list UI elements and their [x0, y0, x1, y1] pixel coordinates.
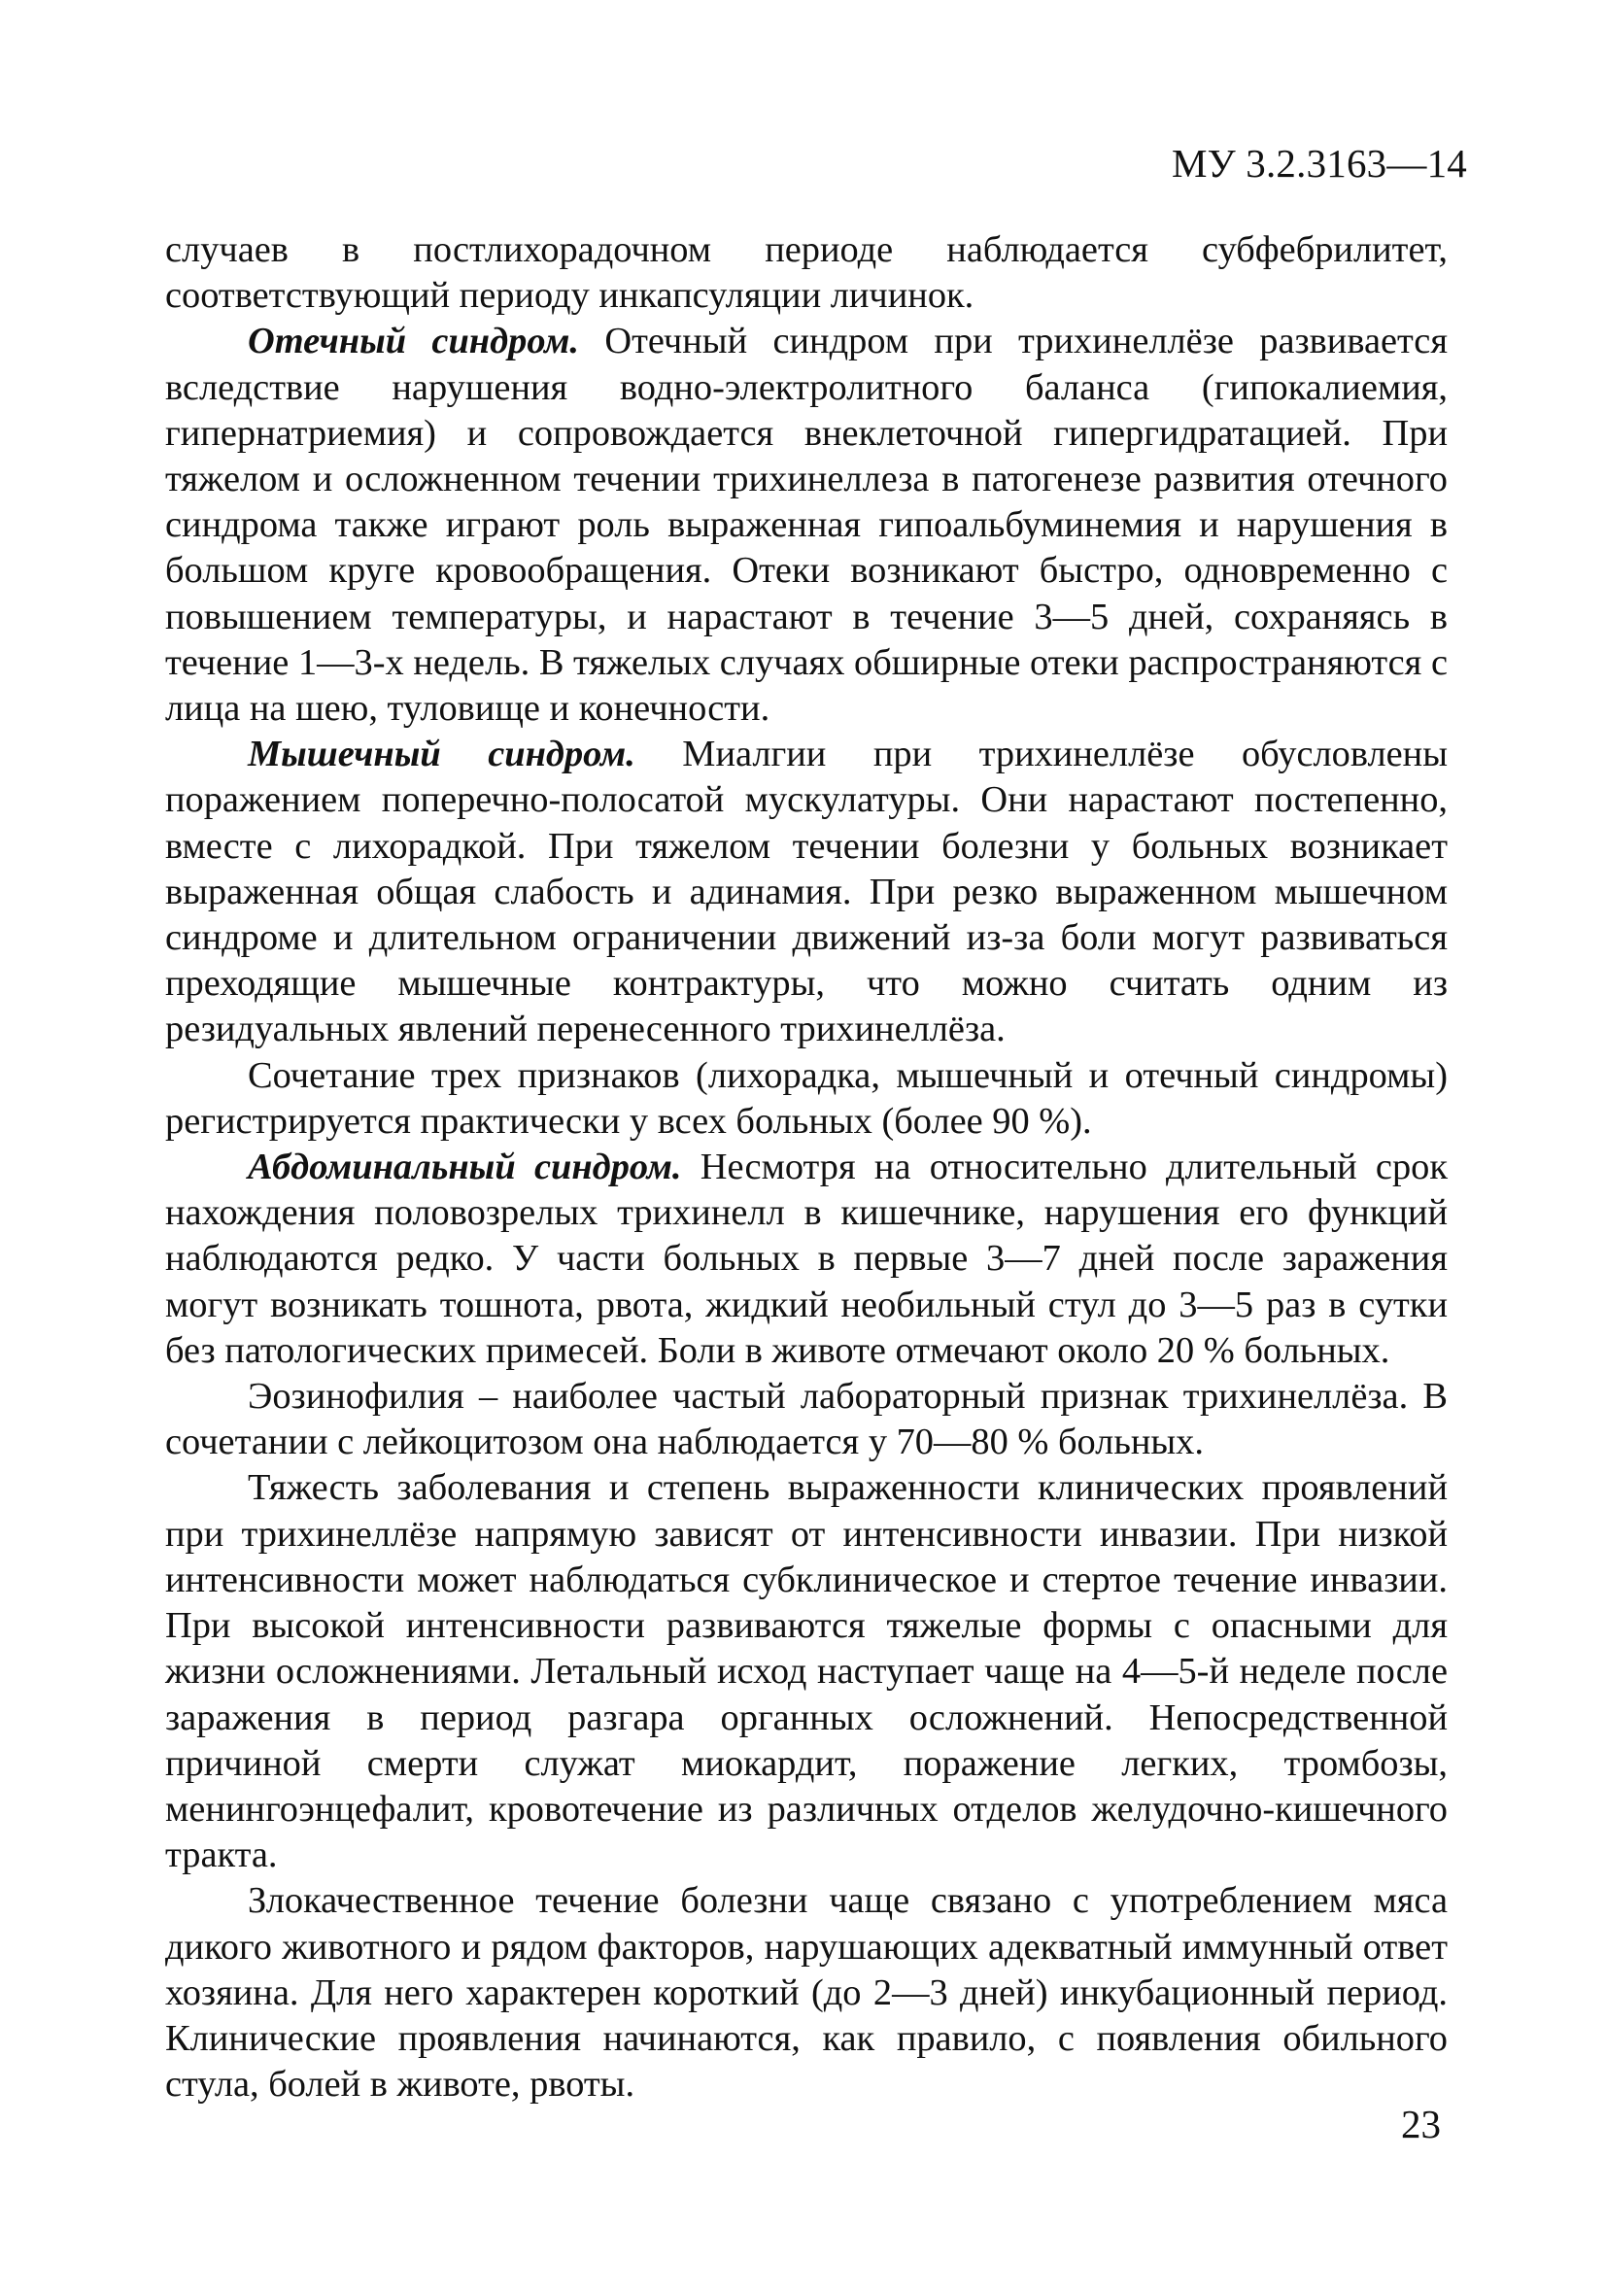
paragraph-heading: Абдоминальный синдром.	[248, 1147, 682, 1188]
paragraph-continuation	[165, 227, 1448, 319]
paragraph-abdominal-syndrome	[165, 1145, 1448, 1374]
paragraph-severity	[165, 1465, 1448, 1878]
paragraph-text: Сочетание трех признаков (лихорадка, мышечный и отечный синдромы) регистрируется практически у всех больных (более 90 %).	[165, 1054, 1448, 1142]
paragraph-text: Злокачественное течение болезни чаще связано с употреблением мяса дикого животного и рядом факторов, нарушающих адекватный иммунный ответ хозяина. Для него характерен короткий (до 2—3 дней) инкубационный период. Клинические проявления начинаются, как правило, с появления обильного стула, болей в животе, рвоты.	[165, 1880, 1448, 2106]
paragraph-muscle-syndrome	[165, 732, 1448, 1052]
paragraph-text: Отечный синдром при трихинеллёзе развивается вследствие нарушения водно-электролитного баланса (гипокалиемия, гипернатриемия) и сопровождается внеклеточной гипергидратацией. При тяжелом и осложненном течении трихинеллеза в патогенезе развития отечного синдрома также играют роль выраженная гипоальбуминемия и нарушения в большом круге кровообращения. Отеки возникают быстро, одновременно с повышением температуры, и нарастают в течение 3—5 дней, сохраняясь в течение 1—3-х недель. В тяжелых случаях обширные отеки распространяются с лица на шею, туловище и конечности.	[165, 321, 1448, 730]
paragraph-edema-syndrome	[165, 319, 1448, 732]
paragraph-heading: Отечный синдром.	[248, 321, 579, 362]
paragraph-heading: Мышечный синдром.	[248, 734, 635, 775]
paragraph-eosinophilia	[165, 1374, 1448, 1465]
body-text	[165, 227, 1448, 2108]
page-number: 23	[1401, 2102, 1441, 2146]
paragraph-three-signs	[165, 1053, 1448, 1145]
document-code-header: МУ 3.2.3163—14	[1171, 141, 1467, 186]
paragraph-text: Эозинофилия – наиболее частый лабораторный признак трихинеллёза. В сочетании с лейкоцитозом она наблюдается у 70—80 % больных.	[165, 1376, 1448, 1463]
paragraph-text: Тяжесть заболевания и степень выраженности клинических проявлений при трихинеллёзе напрямую зависят от интенсивности инвазии. При низкой интенсивности может наблюдаться субклиническое и стертое течение инвазии. При высокой интенсивности развиваются тяжелые формы с опасными для жизни осложнениями. Летальный исход наступает чаще на 4—5-й неделе после заражения в период разгара органных осложнений. Непосредственной причиной смерти служат миокардит, поражение легких, тромбозы, менингоэнцефалит, кровотечение из различных отделов желудочно-кишечного тракта.	[165, 1467, 1448, 1876]
paragraph-malignant-course	[165, 1878, 1448, 2108]
paragraph-text: случаев в постлихорадочном периоде наблюдается субфебрилитет, соответствующий периоду инкапсуляции личинок.	[165, 229, 1448, 317]
paragraph-text: Миалгии при трихинеллёзе обусловлены поражением поперечно-полосатой мускулатуры. Они нарастают постепенно, вместе с лихорадкой. При тяжелом течении болезни у больных возникает выраженная общая слабость и адинамия. При резко выраженном мышечном синдроме и длительном ограничении движений из-за боли могут развиваться преходящие мышечные контрактуры, что можно считать одним из резидуальных явлений перенесенного трихинеллёза.	[165, 734, 1448, 1050]
paragraph-text: Несмотря на относительно длительный срок нахождения половозрелых трихинелл в кишечнике, нарушения его функций наблюдаются редко. У части больных в первые 3—7 дней после заражения могут возникать тошнота, рвота, жидкий необильный стул до 3—5 раз в сутки без патологических примесей. Боли в животе отмечают около 20 % больных.	[165, 1147, 1448, 1371]
